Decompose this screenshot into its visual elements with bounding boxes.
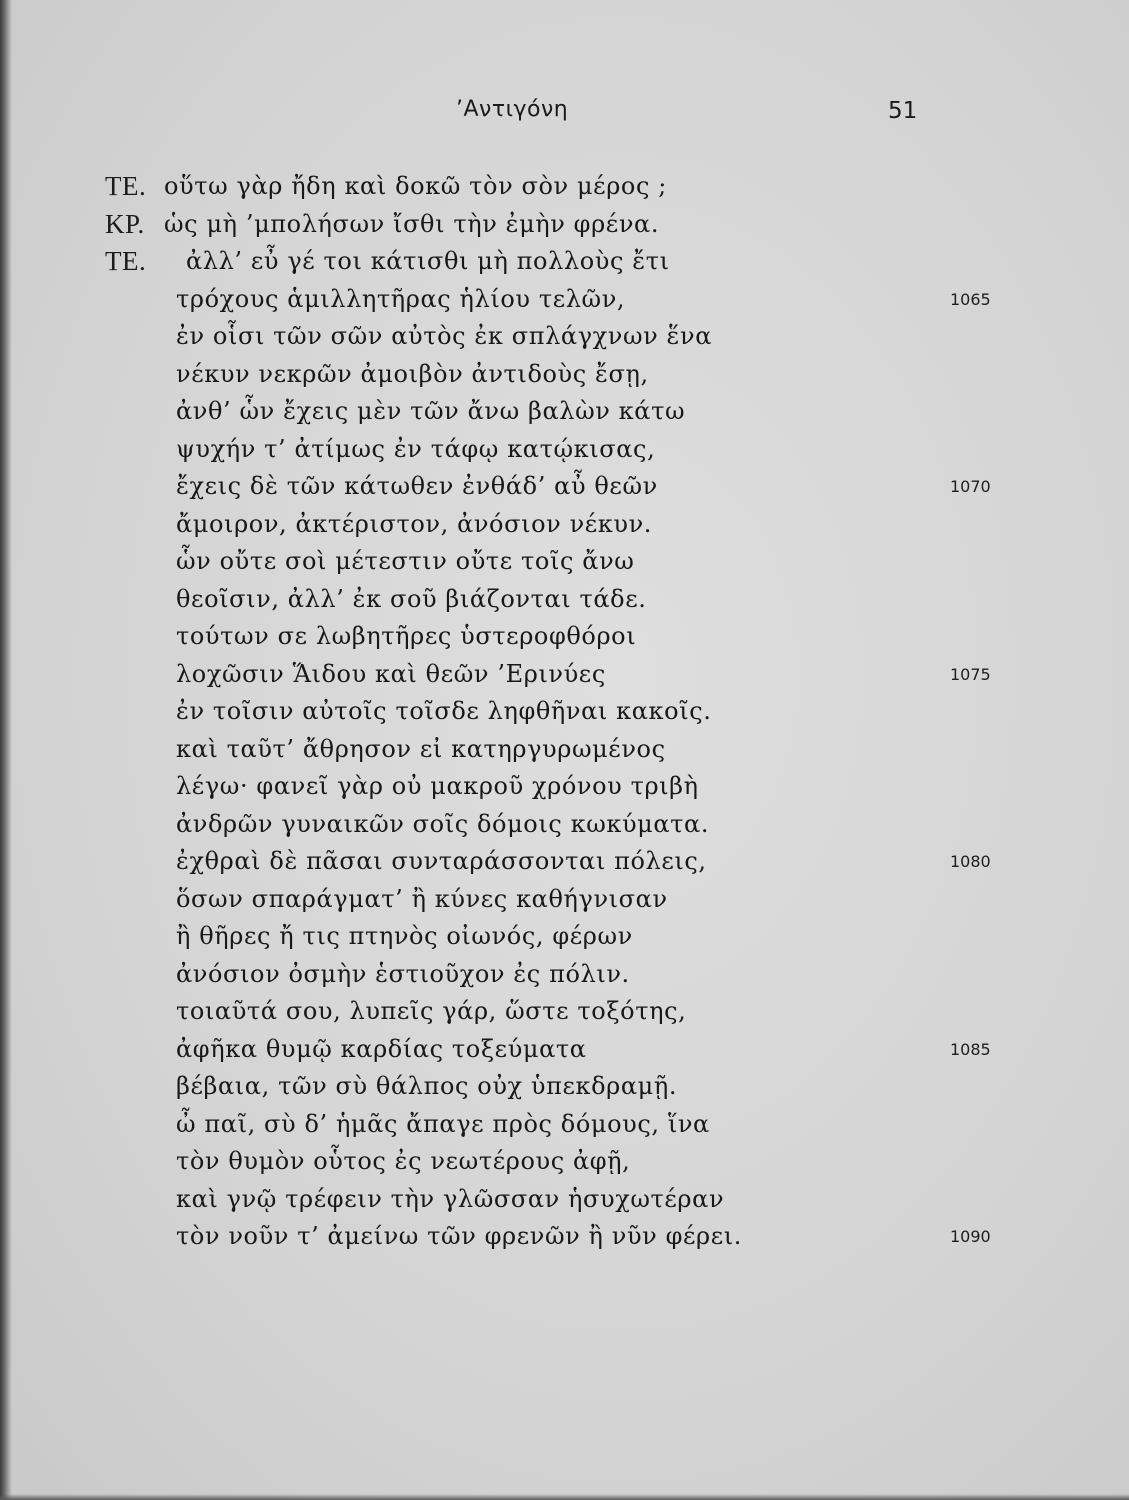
verse-text: ὅσων σπαράγματ’ ἢ κύνες καθήγνισαν (176, 884, 668, 913)
verse-line (0, 731, 1129, 769)
running-title: ’Αντιγόνη (456, 97, 569, 122)
verse-text: λέγω· φανεῖ γὰρ οὐ μακροῦ χρόνου τριβὴ (176, 772, 699, 800)
verse-line (0, 393, 1129, 431)
verse-text: ἀνόσιον ὀσμὴν ἑστιοῦχον ἐς πόλιν. (176, 959, 630, 988)
page-number: 51 (888, 98, 918, 124)
verse-line (0, 618, 1129, 656)
speaker-label: ΤΕ. (105, 246, 147, 276)
verse-line (0, 768, 1129, 806)
verse-line (0, 281, 1129, 319)
line-number: 1070 (950, 477, 991, 496)
speaker-label: ΚΡ. (105, 208, 145, 239)
verse-line (0, 693, 1129, 731)
verse-line (0, 168, 1129, 206)
line-number: 1085 (950, 1039, 991, 1059)
verse-text: λοχῶσιν Ἅιδου καὶ θεῶν ’Ερινύες (176, 659, 606, 688)
verse-line (0, 543, 1129, 581)
line-number: 1080 (950, 852, 991, 871)
verse-text: ἀλλ’ εὖ γέ τοι κάτισθι μὴ πολλοὺς ἔτι (186, 247, 670, 275)
verse-text: καὶ ταῦτ’ ἄθρησον εἰ κατηργυρωμένος (176, 734, 666, 763)
verse-text: ἐν οἷσι τῶν σῶν αὐτὸς ἐκ σπλάγχνων ἕνα (176, 322, 713, 350)
verse-line (0, 843, 1129, 881)
verse-line (0, 356, 1129, 394)
verse-line (0, 956, 1129, 994)
speaker-label: ΤΕ. (105, 171, 147, 201)
verse-text: νέκυν νεκρῶν ἀμοιβὸν ἀντιδοὺς ἔσῃ, (176, 359, 649, 388)
verse-line (0, 1068, 1129, 1106)
verse-text: ἀνθ’ ὧν ἔχεις μὲν τῶν ἄνω βαλὼν κάτω (176, 397, 686, 425)
verse-line (0, 1181, 1129, 1219)
verse-line (0, 206, 1129, 244)
verse-text: τούτων σε λωβητῆρες ὑστεροφθόροι (176, 622, 637, 650)
verse-text: τρόχους ἁμιλλητῆρας ἡλίου τελῶν, (176, 284, 626, 313)
verse-text: ἢ θῆρες ἤ τις πτηνὸς οἰωνός, φέρων (176, 922, 633, 950)
line-number: 1075 (950, 664, 991, 684)
verse-text: ἄμοιρον, ἀκτέριστον, ἀνόσιον νέκυν. (176, 509, 653, 538)
verse-text: ὧν οὔτε σοὶ μέτεστιν οὔτε τοῖς ἄνω (176, 547, 635, 575)
verse-text: ἐν τοῖσιν αὐτοῖς τοῖσδε ληφθῆναι κακοῖς. (176, 697, 712, 725)
verse-line (0, 243, 1129, 281)
verse-text: ψυχήν τ’ ἀτίμως ἐν τάφῳ κατῴκισας, (176, 434, 656, 463)
verse-text: ὦ παῖ, σὺ δ’ ἡμᾶς ἄπαγε πρὸς δόμους, ἵνα (176, 1109, 710, 1138)
verse-text: καὶ γνῷ τρέφειν τὴν γλῶσσαν ἡσυχωτέραν (176, 1184, 725, 1213)
verse-line (0, 318, 1129, 356)
page-bottom-edge (0, 1494, 1129, 1500)
verse-text: τὸν νοῦν τ’ ἀμείνω τῶν φρενῶν ἢ νῦν φέρει. (176, 1222, 742, 1250)
line-number: 1065 (950, 289, 991, 309)
verse-text: θεοῖσιν, ἀλλ’ ἐκ σοῦ βιάζονται τάδε. (176, 584, 647, 613)
verse-line (0, 656, 1129, 694)
verse-text: ἐχθραὶ δὲ πᾶσαι συνταράσσονται πόλεις, (176, 847, 707, 875)
verse-line (0, 1031, 1129, 1069)
verse-text: ἔχεις δὲ τῶν κάτωθεν ἐνθάδ’ αὖ θεῶν (176, 472, 658, 500)
verse-text: τοιαῦτά σου, λυπεῖς γάρ, ὥστε τοξότης, (176, 997, 687, 1025)
verse-text: βέβαια, τῶν σὺ θάλπος οὐχ ὑπεκδραμῇ. (176, 1072, 678, 1100)
verse-line (0, 468, 1129, 506)
verse-line (0, 581, 1129, 619)
verse-line (0, 431, 1129, 469)
verse-line (0, 918, 1129, 956)
verse-line (0, 1106, 1129, 1144)
verse-line (0, 506, 1129, 544)
verse-text: τὸν θυμὸν οὗτος ἐς νεωτέρους ἀφῇ, (176, 1147, 631, 1175)
verse-text: ἀφῆκα θυμῷ καρδίας τοξεύματα (176, 1034, 587, 1063)
verse-text: ἀνδρῶν γυναικῶν σοῖς δόμοις κωκύματα. (176, 809, 710, 838)
verse-line (0, 806, 1129, 844)
verse-line (0, 1218, 1129, 1256)
verse-text: οὕτω γὰρ ἤδη καὶ δοκῶ τὸν σὸν μέρος ; (164, 172, 667, 200)
verse-line (0, 881, 1129, 919)
verse-block (0, 168, 1129, 1256)
verse-line (0, 993, 1129, 1031)
verse-text: ὡς μὴ ’μπολήσων ἴσθι τὴν ἐμὴν φρένα. (164, 209, 660, 238)
line-number: 1090 (950, 1227, 991, 1246)
verse-line (0, 1143, 1129, 1181)
